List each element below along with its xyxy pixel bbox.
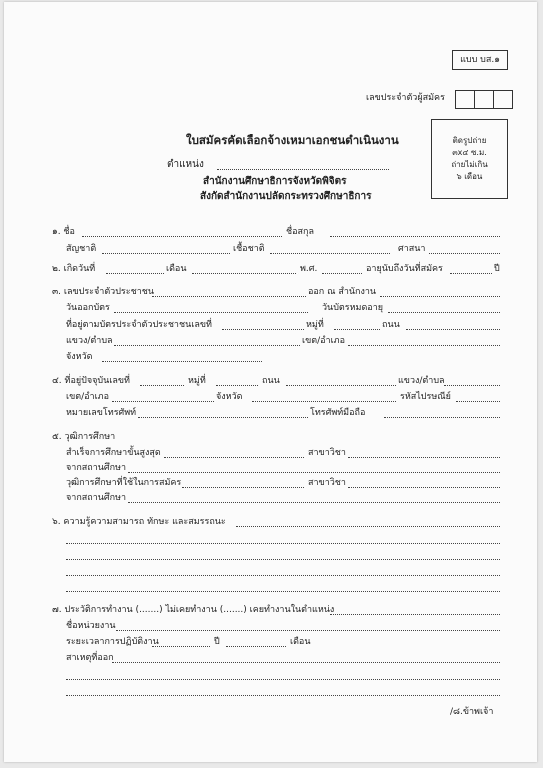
birth-month-label: เดือน <box>166 264 187 274</box>
current-province-field[interactable] <box>252 401 396 402</box>
province-field[interactable] <box>102 361 262 362</box>
skills-heading: ๖. ความรู้ความสามารถ ทักษะ และสมรรถนะ <box>52 517 226 527</box>
used-school-label: จากสถานศึกษา <box>66 493 127 503</box>
reason-line[interactable] <box>66 679 500 680</box>
birthdate-label: ๒. เกิดวันที่ <box>52 264 96 274</box>
continuation-note: /๘.ข้าพเจ้า <box>450 707 494 717</box>
highest-major-field[interactable] <box>348 457 500 458</box>
name-label: ๑. ชื่อ <box>52 227 75 237</box>
address-per-id-label: ที่อยู่ตามบัตรประจำตัวประชาชนเลขที่ <box>66 320 212 330</box>
photo-box <box>431 119 508 199</box>
used-major-label: สาขาวิชา <box>308 478 346 488</box>
photo-line: ๖ เดือน <box>456 172 483 181</box>
issued-at-field[interactable] <box>380 296 500 297</box>
skills-line[interactable] <box>66 559 500 560</box>
road-field[interactable] <box>406 329 500 330</box>
postal-label: รหัสไปรษณีย์ <box>400 392 451 402</box>
issued-at-label: ออก ณ สำนักงาน <box>308 287 377 297</box>
race-label: เชื้อชาติ <box>233 244 265 254</box>
religion-field[interactable] <box>429 253 500 254</box>
photo-line: ๓x๔ ซ.ม. <box>452 148 487 157</box>
period-month-unit: เดือน <box>290 637 311 647</box>
position-label: ตำแหน่ง <box>167 159 204 170</box>
highest-school-field[interactable] <box>128 472 500 473</box>
current-moo-field[interactable] <box>216 385 258 386</box>
district-label: เขต/อำเภอ <box>302 336 345 346</box>
work-history-heading: ๗. ประวัติการทำงาน (.......) ไม่เคยทำงาน (.......) เคยทำงานในตำแหน่ง <box>52 605 335 615</box>
skills-line[interactable] <box>66 591 500 592</box>
skills-field[interactable] <box>236 526 500 527</box>
agency-label: ชื่อหน่วยงาน <box>66 621 116 631</box>
age-unit: ปี <box>494 264 500 274</box>
current-subdistrict-field[interactable] <box>444 385 500 386</box>
period-year-unit: ปี <box>214 637 220 647</box>
issue-date-field[interactable] <box>114 312 308 313</box>
phone-label: หมายเลขโทรศัพท์ <box>66 408 137 418</box>
age-field[interactable] <box>450 273 492 274</box>
used-major-field[interactable] <box>348 487 500 488</box>
current-road-label: ถนน <box>262 376 280 386</box>
idcard-field[interactable] <box>152 296 306 297</box>
mobile-field[interactable] <box>384 417 500 418</box>
phone-field[interactable] <box>138 417 308 418</box>
reason-label: สาเหตุที่ออก <box>66 653 114 663</box>
period-month-field[interactable] <box>226 646 286 647</box>
province-label: จังหวัด <box>66 352 93 362</box>
application-form-page <box>4 2 537 762</box>
subdistrict-field[interactable] <box>114 345 300 346</box>
highest-school-label: จากสถานศึกษา <box>66 463 127 473</box>
expiry-field[interactable] <box>388 312 500 313</box>
mobile-label: โทรศัพท์มือถือ <box>310 408 366 418</box>
position-field[interactable] <box>217 169 389 170</box>
birth-year-label: พ.ศ. <box>300 264 318 274</box>
agency-field[interactable] <box>116 630 500 631</box>
highest-degree-field[interactable] <box>164 457 304 458</box>
period-label: ระยะเวลาการปฏิบัติงาน <box>66 637 159 647</box>
surname-field[interactable] <box>330 236 500 237</box>
applicant-id-boxes[interactable] <box>455 90 513 109</box>
birth-year-field[interactable] <box>322 273 362 274</box>
work-position-field[interactable] <box>330 614 500 615</box>
current-road-field[interactable] <box>286 385 396 386</box>
district-field[interactable] <box>348 345 500 346</box>
expiry-label: วันบัตรหมดอายุ <box>322 303 384 313</box>
applicant-id-label: เลขประจำตัวผู้สมัคร <box>366 93 445 103</box>
period-year-field[interactable] <box>152 646 210 647</box>
skills-line[interactable] <box>66 575 500 576</box>
photo-line: ถ่ายไม่เกิน <box>451 160 488 169</box>
used-degree-field[interactable] <box>182 487 304 488</box>
highest-major-label: สาขาวิชา <box>308 448 346 458</box>
moo-label: หมู่ที่ <box>306 320 324 330</box>
education-heading: ๕. วุฒิการศึกษา <box>52 432 116 442</box>
nationality-label: สัญชาติ <box>66 244 97 254</box>
current-moo-label: หมู่ที่ <box>188 376 206 386</box>
reason-line[interactable] <box>66 695 500 696</box>
moo-field[interactable] <box>334 329 380 330</box>
surname-label: ชื่อสกุล <box>286 227 314 237</box>
issue-date-label: วันออกบัตร <box>66 303 110 313</box>
photo-line: ติดรูปถ่าย <box>452 136 487 145</box>
office-line: สำนักงานศึกษาธิการจังหวัดพิจิตร <box>203 176 347 187</box>
birth-day-field[interactable] <box>106 273 164 274</box>
skills-line[interactable] <box>66 543 500 544</box>
nationality-field[interactable] <box>102 253 230 254</box>
current-district-label: เขต/อำเภอ <box>66 392 109 402</box>
address-number-field[interactable] <box>222 329 304 330</box>
used-school-field[interactable] <box>128 502 500 503</box>
ministry-line: สังกัดสำนักงานปลัดกระทรวงศึกษาธิการ <box>200 191 372 202</box>
road-label: ถนน <box>382 320 400 330</box>
form-title: ใบสมัครคัดเลือกจ้างเหมาเอกชนดำเนินงาน <box>186 133 399 147</box>
current-district-field[interactable] <box>112 401 214 402</box>
religion-label: ศาสนา <box>398 244 426 254</box>
postal-field[interactable] <box>456 401 500 402</box>
age-label: อายุนับถึงวันที่สมัคร <box>366 264 443 274</box>
race-field[interactable] <box>270 253 390 254</box>
current-subdistrict-label: แขวง/ตำบล <box>398 376 445 386</box>
idcard-label: ๓. เลขประจำตัวประชาชน <box>52 287 155 297</box>
current-province-label: จังหวัด <box>216 392 243 402</box>
highest-degree-label: สำเร็จการศึกษาขั้นสูงสุด <box>66 448 161 458</box>
current-number-field[interactable] <box>140 385 184 386</box>
reason-field[interactable] <box>112 662 500 663</box>
used-degree-label: วุฒิการศึกษาที่ใช้ในการสมัคร <box>66 478 182 488</box>
form-code-box: แบบ บส.๑ <box>452 50 508 70</box>
subdistrict-label: แขวง/ตำบล <box>66 336 113 346</box>
name-field[interactable] <box>82 236 282 237</box>
birth-month-field[interactable] <box>192 273 296 274</box>
current-address-label: ๔. ที่อยู่ปัจจุบันเลขที่ <box>52 376 130 386</box>
